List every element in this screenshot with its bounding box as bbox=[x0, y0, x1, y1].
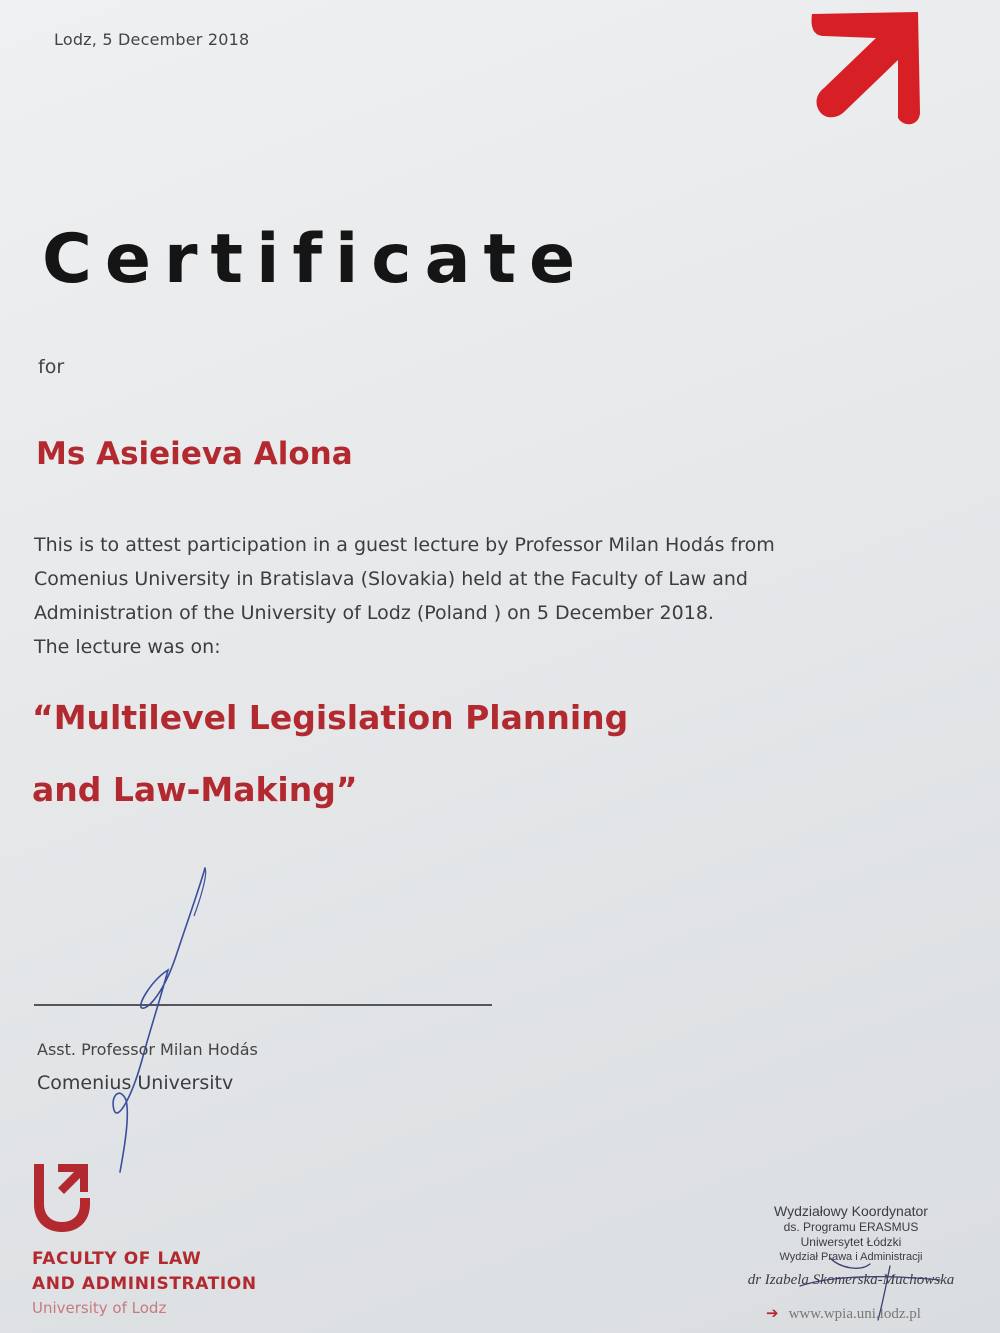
lecture-title-line: and Law-Making” bbox=[32, 770, 358, 809]
signer-name: Asst. Professor Milan Hodás bbox=[37, 1040, 258, 1059]
stamp-url-row bbox=[766, 1304, 921, 1323]
attestation-line: Comenius University in Bratislava (Slovakia) held at the Faculty of Law and bbox=[34, 568, 748, 590]
arrow-right-icon: ➔ bbox=[766, 1306, 779, 1322]
certificate-title: Certificate bbox=[42, 220, 589, 299]
faculty-name-line: AND ADMINISTRATION bbox=[32, 1274, 257, 1294]
signer-affiliation: Comenius Universitv bbox=[37, 1072, 234, 1094]
faculty-u-arrow-logo-icon bbox=[30, 1162, 94, 1234]
faculty-university: University of Lodz bbox=[32, 1299, 167, 1317]
recipient-name: Ms Asieieva Alona bbox=[36, 436, 353, 472]
attestation-line: The lecture was on: bbox=[34, 636, 221, 658]
faculty-name-line: FACULTY OF LAW bbox=[32, 1249, 202, 1269]
stamp-line: ds. Programu ERASMUS bbox=[783, 1220, 919, 1234]
lecture-title bbox=[32, 682, 628, 826]
handwritten-signature bbox=[90, 860, 230, 1180]
stamp-line: Uniwersytet Łódzki bbox=[800, 1235, 902, 1249]
stamp-line: Wydziałowy Koordynator bbox=[774, 1203, 928, 1219]
stamp-line: dr Izabela Skomerska-Muchowska bbox=[747, 1272, 955, 1288]
red-arrow-logo-icon bbox=[806, 8, 926, 128]
place-date: Lodz, 5 December 2018 bbox=[54, 30, 250, 49]
for-label: for bbox=[38, 356, 65, 378]
attestation-line: This is to attest participation in a guest lecture by Professor Milan Hodás from bbox=[34, 534, 775, 556]
stamp-line: Wydział Prawa i Administracji bbox=[779, 1251, 923, 1263]
attestation-line: Administration of the University of Lodz (Poland ) on 5 December 2018. bbox=[34, 602, 714, 624]
attestation-text bbox=[34, 528, 834, 664]
stamp-url: www.wpia.uni.lodz.pl bbox=[788, 1306, 921, 1322]
faculty-name bbox=[32, 1247, 257, 1297]
lecture-title-line: “Multilevel Legislation Planning bbox=[32, 698, 629, 737]
